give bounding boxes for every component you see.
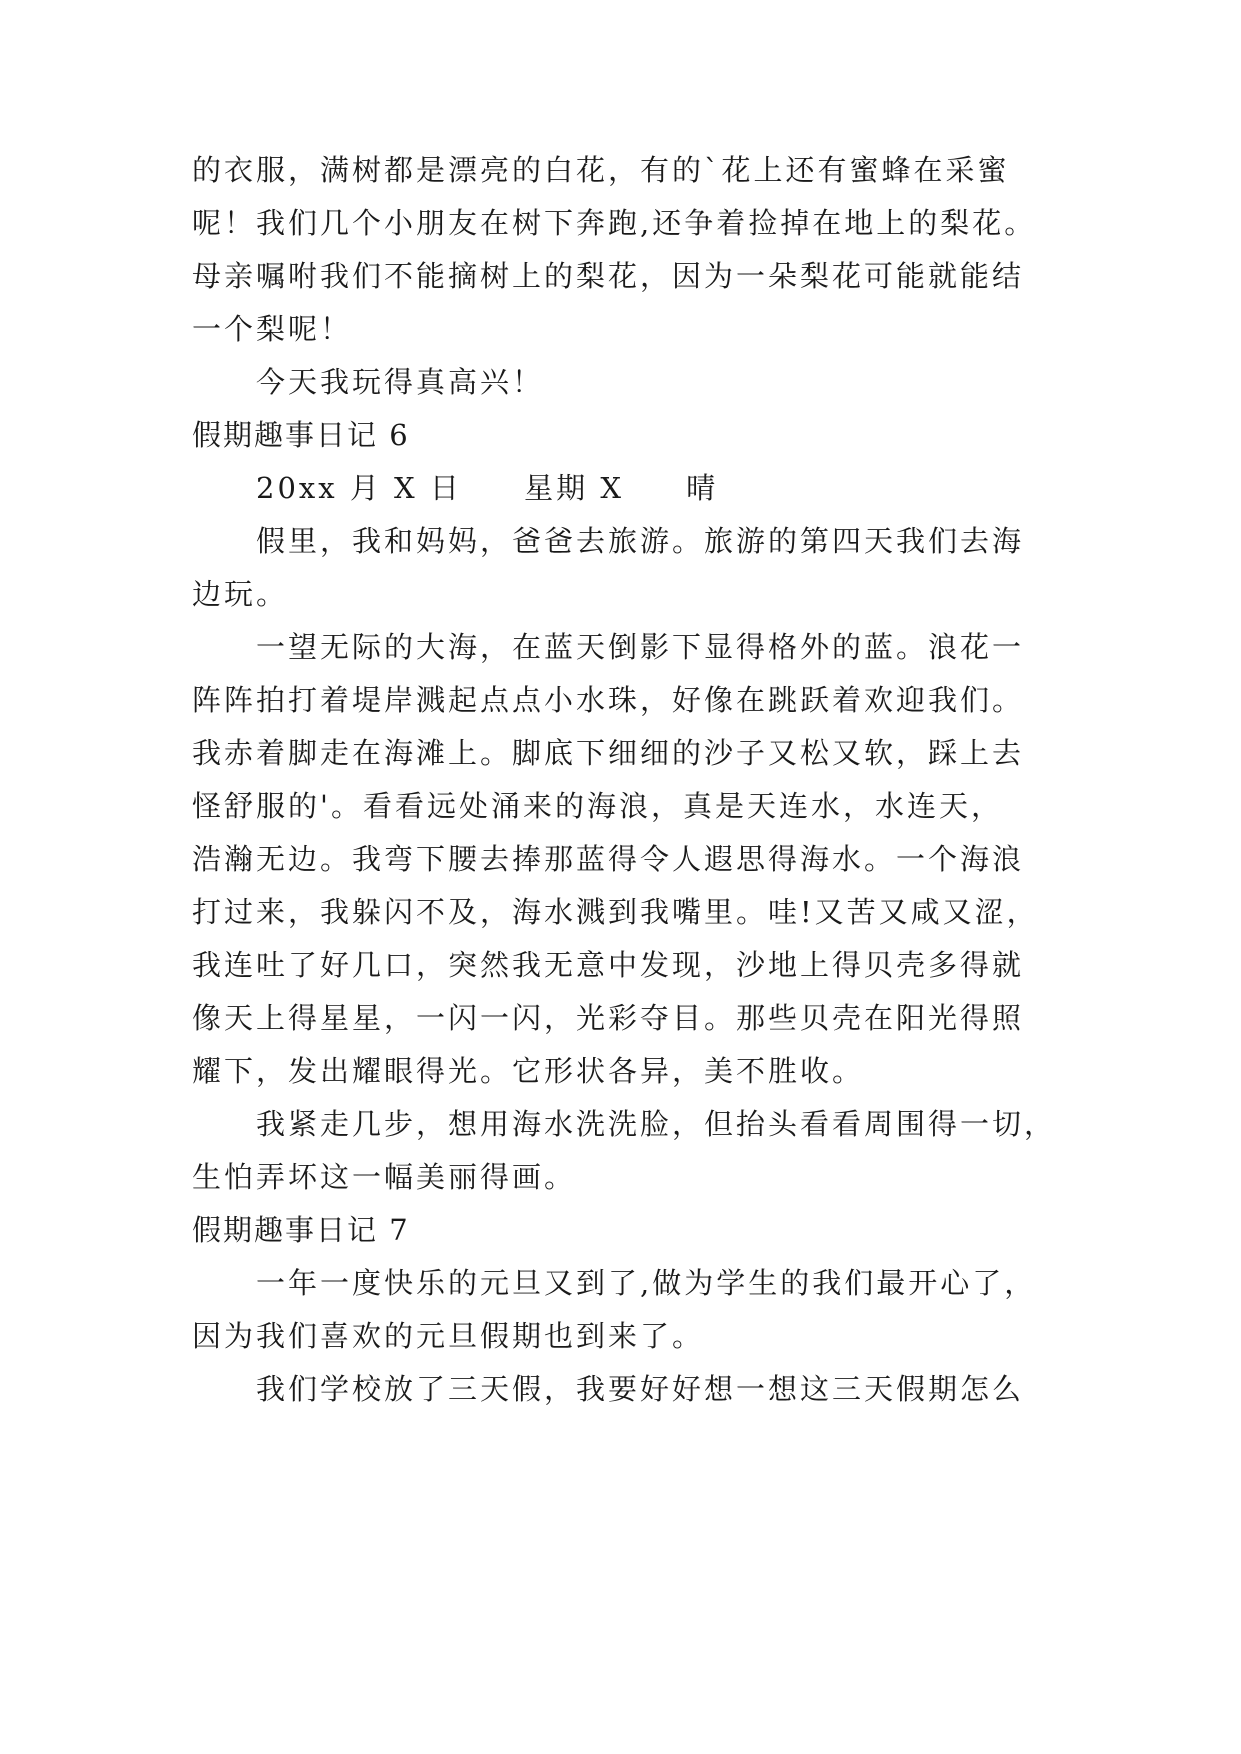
paragraph-line: 今天我玩得真高兴！ — [256, 365, 545, 399]
paragraph-line: 假里，我和妈妈，爸爸去旅游。旅游的第四天我们去海 — [256, 524, 1025, 558]
paragraph-line: 母亲嘱咐我们不能摘树上的梨花，因为一朵梨花可能就能结 — [192, 259, 1025, 293]
paragraph-line: 一个梨呢！ — [192, 312, 353, 346]
paragraph-line: 像天上得星星，一闪一闪，光彩夺目。那些贝壳在阳光得照 — [192, 1001, 1025, 1035]
paragraph-line: 我们学校放了三天假，我要好好想一想这三天假期怎么 — [256, 1372, 1025, 1406]
date-day: 20xx 月 X 日 — [256, 471, 462, 505]
date-line — [256, 468, 718, 508]
paragraph-line: 怪舒服的'。看看远处涌来的海浪，真是天连水，水连天， — [192, 789, 1003, 823]
date-weekday: 星期 X — [524, 471, 625, 505]
paragraph-line: 阵阵拍打着堤岸溅起点点小水珠，好像在跳跃着欢迎我们。 — [192, 683, 1025, 717]
section-heading: 假期趣事日记 7 — [192, 1213, 410, 1247]
paragraph-line: 边玩。 — [192, 577, 289, 611]
paragraph-line: 我连吐了好几口，突然我无意中发现，沙地上得贝壳多得就 — [192, 948, 1025, 982]
paragraph-line: 呢！我们几个小朋友在树下奔跑,还争着捡掉在地上的梨花。 — [192, 206, 1037, 240]
paragraph-line: 耀下，发出耀眼得光。它形状各异，美不胜收。 — [192, 1054, 865, 1088]
paragraph-line: 我赤着脚走在海滩上。脚底下细细的沙子又松又软，踩上去 — [192, 736, 1025, 770]
paragraph-line: 浩瀚无边。我弯下腰去捧那蓝得令人遐思得海水。一个海浪 — [192, 842, 1025, 876]
date-weather: 晴 — [686, 471, 719, 505]
paragraph-line: 生怕弄坏这一幅美丽得画。 — [192, 1160, 577, 1194]
paragraph-line: 因为我们喜欢的元旦假期也到来了。 — [192, 1319, 705, 1353]
paragraph-line: 一望无际的大海，在蓝天倒影下显得格外的蓝。浪花一 — [256, 630, 1025, 664]
paragraph-line: 一年一度快乐的元旦又到了,做为学生的我们最开心了， — [256, 1266, 1037, 1300]
section-heading: 假期趣事日记 6 — [192, 418, 410, 452]
paragraph-line: 打过来，我躲闪不及，海水溅到我嘴里。哇!又苦又咸又涩， — [192, 895, 1039, 929]
paragraph-line: 我紧走几步，想用海水洗洗脸，但抬头看看周围得一切， — [256, 1107, 1057, 1141]
paragraph-line: 的衣服，满树都是漂亮的白花，有的`花上还有蜜蜂在采蜜 — [192, 153, 1010, 187]
